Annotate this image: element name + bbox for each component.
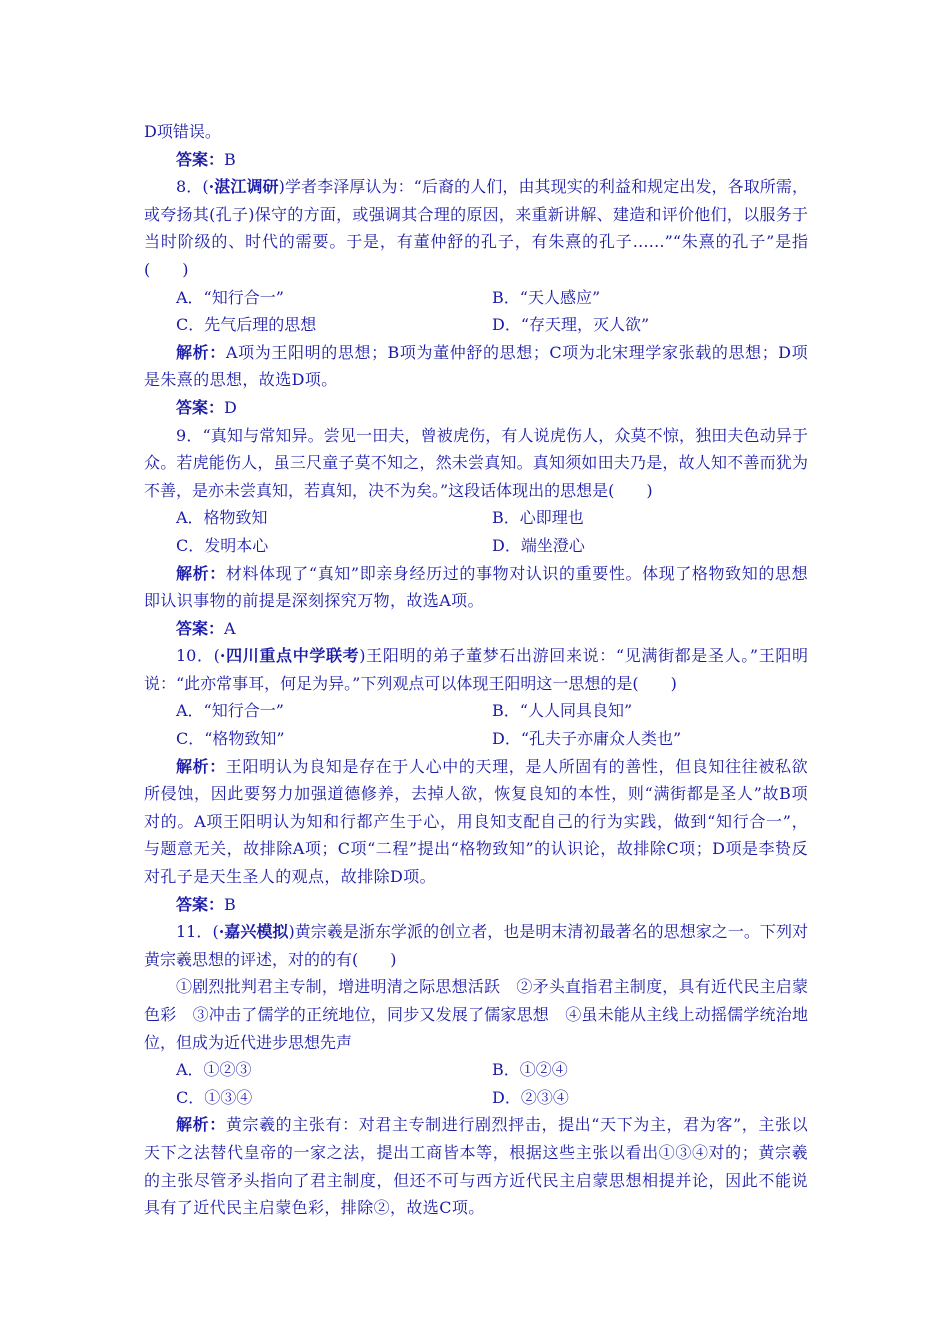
question-8-stem <box>144 173 808 283</box>
analysis-label: 解析： <box>176 563 226 583</box>
question-9-answer <box>144 615 808 643</box>
question-number: 11．( <box>176 922 219 942</box>
question-number: 10．( <box>176 646 220 666</box>
option-b: B．“人人同具良知” <box>492 701 633 721</box>
option-c: C．①③④ <box>176 1087 253 1107</box>
answer-label: 答案： <box>176 894 225 914</box>
question-9-options-row-2 <box>144 532 808 560</box>
question-11-options-row-2 <box>144 1084 808 1112</box>
prev-question-tail: D项错误。 <box>144 122 221 141</box>
question-text: )黄宗羲是浙东学派的创立者，也是明末清初最著名的思想家之一。下列对黄宗羲思想的评述，对的的有( ) <box>144 922 808 969</box>
analysis-text: 黄宗羲的主张有：对君主专制进行剧烈抨击，提出“天下为主，君为客”，主张以天下之法替代皇帝的一家之法，提出工商皆本等，根据这些主张以看出①③④对的；黄宗羲的主张尽管矛头指向了君主制度，但还不可与西方近代民主启蒙思想相提并论，因此不能说具有了近代民主启蒙色彩，排除②，故选C项。 <box>144 1115 809 1218</box>
option-a: A．“知行合一” <box>176 701 284 721</box>
question-text: )王阳明的弟子董梦石出游回来说：“见满街都是圣人。”王阳明说：“此亦常事耳，何足为异。”下列观点可以体现王阳明这一思想的是( ) <box>144 646 808 693</box>
option-c: C．发明本心 <box>176 535 269 555</box>
analysis-label: 解析： <box>176 342 226 362</box>
answer-value: B <box>224 149 236 169</box>
question-10-answer <box>144 891 808 919</box>
question-10-options-row-2 <box>144 725 808 753</box>
answer-label: 答案： <box>176 149 225 169</box>
document-body <box>144 118 808 1222</box>
option-b: B．①②④ <box>492 1060 568 1080</box>
option-a: A．格物致知 <box>176 508 268 528</box>
option-d: D．端坐澄心 <box>492 535 585 555</box>
question-number: 8．( <box>176 177 209 197</box>
question-9-options-row-1 <box>144 504 808 532</box>
question-8-analysis <box>144 339 808 394</box>
answer-label: 答案： <box>176 397 225 417</box>
analysis-text: 材料体现了“真知”即亲身经历过的事物对认识的重要性。体现了格物致知的思想即认识事物的前提是深刻探究万物，故选A项。 <box>144 563 809 611</box>
question-source: ·湛江调研 <box>208 177 279 197</box>
option-a: A．①②③ <box>176 1060 252 1080</box>
option-b: B．心即理也 <box>492 508 584 528</box>
analysis-label: 解析： <box>176 1115 226 1135</box>
option-c: C．“格物致知” <box>176 729 285 749</box>
answer-value: A <box>224 618 236 638</box>
option-b: B．“天人感应” <box>492 287 601 307</box>
question-source: ·嘉兴模拟 <box>218 922 289 942</box>
option-d: D．“存天理，灭人欲” <box>492 315 650 335</box>
option-d: D．②③④ <box>492 1087 569 1107</box>
question-8-options-row-1 <box>144 284 808 312</box>
question-9-stem: 9．“真知与常知异。尝见一田夫，曾被虎伤，有人说虎伤人，众莫不惊，独田夫色动异于众。若虎能伤人，虽三尺童子莫不知之，然未尝真知。真知须如田夫乃是，故人知不善而犹为不善，是亦未尝真知，若真知，决不为矣。”这段话体现出的思想是( ) <box>144 425 808 500</box>
question-source: ·四川重点中学联考 <box>219 646 360 666</box>
question-11-stem <box>144 918 808 973</box>
analysis-text: A项为王阳明的思想；B项为董仲舒的思想；C项为北宋理学家张载的思想；D项是朱熹的思想，故选D项。 <box>144 342 808 390</box>
answer-label: 答案： <box>176 618 225 638</box>
option-d: D．“孔夫子亦庸众人类也” <box>492 729 682 749</box>
analysis-text: 王阳明认为良知是存在于人心中的天理，是人所固有的善性，但良知往往被私欲所侵蚀，因此要努力加强道德修养，去掉人欲，恢复良知的本性，则“满街都是圣人”故B项对的。A项王阳明认为知和行都产生于心，用良知支配自己的行为实践，做到“知行合一”，与题意无关，故排除A项；C项“二程”提出“格物致知”的认识论，故排除C项；D项是李贽反对孔子是天生圣人的观点，故排除D项。 <box>144 756 808 887</box>
prev-answer <box>144 146 808 174</box>
question-8-options-row-2 <box>144 311 808 339</box>
question-9-analysis <box>144 560 808 615</box>
question-10-stem <box>144 642 808 697</box>
option-c: C．先气后理的思想 <box>176 315 317 335</box>
question-text: )学者李泽厚认为：“后裔的人们，由其现实的利益和规定出发，各取所需，或夸扬其(孔子)保守的方面，或强调其合理的原因，来重新讲解、建造和评价他们，以服务于当时阶级的、时代的需要。于是，有董仲舒的孔子，有朱熹的孔子……”“朱熹的孔子”是指( ) <box>144 177 808 279</box>
answer-value: D <box>224 397 237 417</box>
question-11-options-row-1 <box>144 1056 808 1084</box>
answer-value: B <box>224 894 236 914</box>
question-10-analysis <box>144 753 808 891</box>
question-10-options-row-1 <box>144 697 808 725</box>
analysis-label: 解析： <box>176 756 226 776</box>
question-11-analysis <box>144 1111 808 1221</box>
option-a: A．“知行合一” <box>176 287 284 307</box>
question-8-answer <box>144 394 808 422</box>
question-11-statements: ①剧烈批判君主专制，增进明清之际思想活跃 ②矛头直指君主制度，具有近代民主启蒙色彩 ③冲击了儒学的正统地位，同步又发展了儒家思想 ④虽未能从主线上动摇儒学统治地位，但成为近代进步思想先声 <box>144 977 808 1052</box>
